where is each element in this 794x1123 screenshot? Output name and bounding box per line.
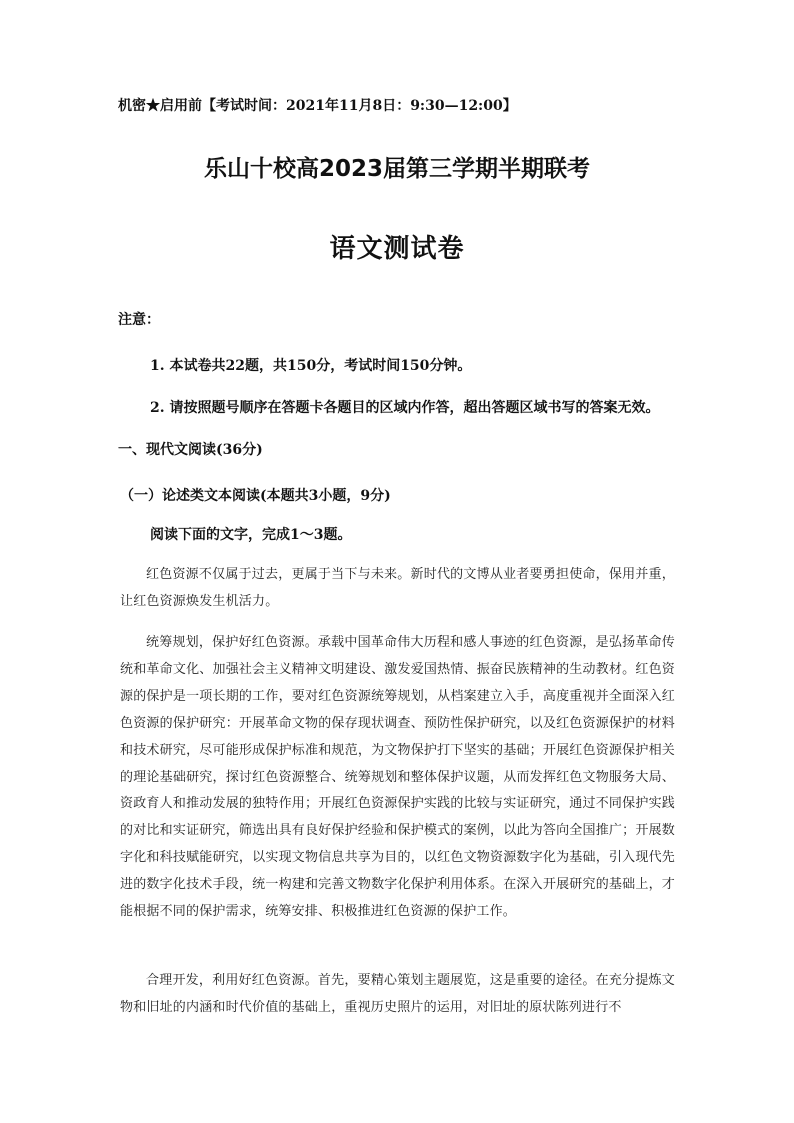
notice-item-1: 1. 本试卷共22题，共150分，考试时间150分钟。 bbox=[150, 358, 472, 374]
reading-paragraph-2: 统筹规划，保护好红色资源。承载中国革命伟大历程和感人事迹的红色资源，是弘扬革命传统和革命文化、加强社会主义精神文明建设、激发爱国热情、振奋民族精神的生动教材。红色资源的保护是一项长期的工作，要对红色资源统筹规划，从档案建立入手，高度重视并全面深入红色资源的保护研究：开展革命文物的保存现状调查、预防性保护研究，以及红色资源保护的材料和技术研究，尽可能形成保护标准和规范，为文物保护打下坚实的基础；开展红色资源保护相关的理论基础研究，探讨红色资源整合、统筹规划和整体保护议题，从而发挥红色文物服务大局、资政育人和推动发展的独特作用；开展红色资源保护实践的比较与实证研究，通过不同保护实践的对比和实证研究，筛选出具有良好保护经验和保护模式的案例，以此为答向全国推广；开展数字化和科技赋能研究，以实现文物信息共享为目的，以红色文物资源数字化为基础，引入现代先进的数字化技术手段，统一构建和完善文物数字化保护利用体系。在深入开展研究的基础上，才能根据不同的保护需求，统筹安排、积极推进红色资源的保护工作。 bbox=[120, 635, 675, 920]
notice-item-2: 2. 请按照题号顺序在答题卡各题目的区域内作答，超出答题区域书写的答案无效。 bbox=[150, 400, 660, 416]
confidential-exam-time-line: 机密★启用前【考试时间：2021年11月8日：9:30—12:00】 bbox=[118, 98, 517, 114]
notice-label: 注意： bbox=[118, 312, 160, 328]
reading-paragraph-1: 红色资源不仅属于过去，更属于当下与未来。新时代的文博从业者要勇担使命，保用并重，让红色资源焕发生机活力。 bbox=[120, 567, 675, 609]
exam-main-title: 乐山十校高2023届第三学期半期联考 bbox=[203, 156, 590, 182]
section-heading: 一、现代文阅读(36分) bbox=[118, 442, 263, 458]
reading-instruction: 阅读下面的文字，完成1～3题。 bbox=[150, 527, 352, 543]
subject-title: 语文测试卷 bbox=[329, 234, 465, 264]
reading-paragraph-3: 合理开发，利用好红色资源。首先，要精心策划主题展览，这是重要的途径。在充分提炼文物和旧址的内涵和时代价值的基础上，重视历史照片的运用，对旧址的原状陈列进行不 bbox=[120, 973, 675, 1015]
subsection-heading: （一）论述类文本阅读(本题共3小题，9分) bbox=[120, 488, 391, 504]
